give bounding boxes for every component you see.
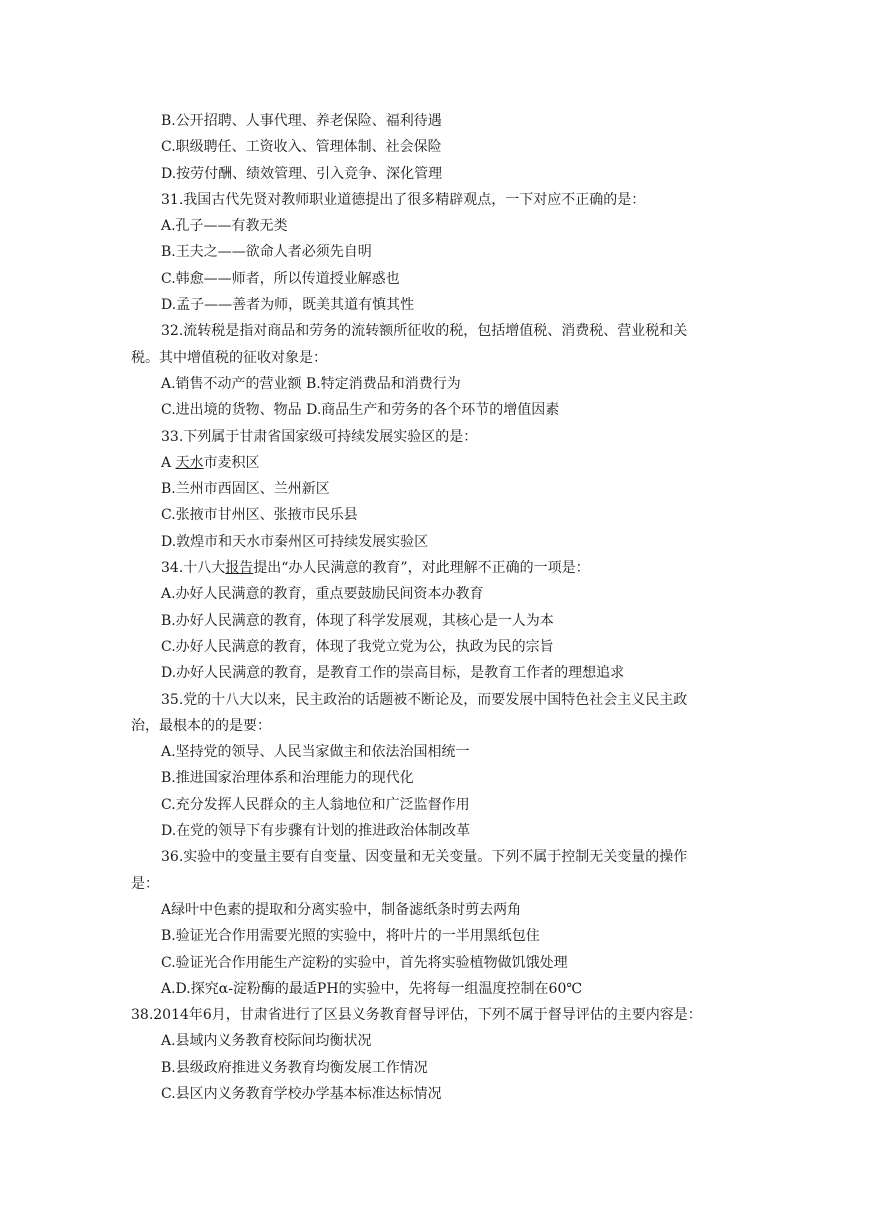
option-line: C.充分发挥人民群众的主人翁地位和广泛监督作用 xyxy=(161,796,470,813)
question-32: 32.流转税是指对商品和劳务的流转额所征收的税，包括增值税、消费税、营业税和关 xyxy=(161,323,688,340)
option-line: D.在党的领导下有步骤有计划的推进政治体制改革 xyxy=(161,823,471,840)
question-33: 33.下列属于甘肃省国家级可持续发展实验区的是： xyxy=(161,428,478,445)
option-line: A.县域内义务教育校际间均衡状况 xyxy=(161,1033,372,1050)
option-line: B.公开招聘、人事代理、养老保险、福利待遇 xyxy=(161,113,442,129)
option-line: C.县区内义务教育学校办学基本标准达标情况 xyxy=(161,1085,442,1102)
question-31: 31.我国古代先贤对教师职业道德提出了很多精辟观点，一下对应不正确的是： xyxy=(161,191,646,208)
option-line: A.D.探究α-淀粉酶的最适PH的实验中，先将每一组温度控制在60℃ xyxy=(161,980,583,997)
option-line: B.兰州市西固区、兰州新区 xyxy=(161,481,330,498)
question-32-continued: 税。其中增值税的征收对象是： xyxy=(131,349,327,366)
option-line: B.验证光合作用需要光照的实验中，将叶片的一半用黑纸包住 xyxy=(161,928,540,945)
option-line: A.办好人民满意的教育，重点要鼓励民间资本办教育 xyxy=(161,586,484,603)
option-line: C.张掖市甘州区、张掖市民乐县 xyxy=(161,507,358,524)
question-prefix: 34.十八大 xyxy=(161,560,226,577)
option-line: B.县级政府推进义务教育均衡发展工作情况 xyxy=(161,1059,428,1076)
option-line: A.坚持党的领导、人民当家做主和依法治国相统一 xyxy=(161,744,470,761)
option-suffix: 市麦积区 xyxy=(203,454,260,471)
option-line: A绿叶中色素的提取和分离实验中，制备滤纸条时剪去两角 xyxy=(161,901,522,918)
option-line: D.办好人民满意的教育，是教育工作的崇高目标，是教育工作者的理想追求 xyxy=(161,665,625,682)
option-line: A.孔子——有教无类 xyxy=(161,218,288,235)
option-line: D.孟子——善者为师，既美其道有慎其性 xyxy=(161,297,415,314)
document-body xyxy=(0,108,869,1107)
option-line xyxy=(0,450,869,476)
question-34 xyxy=(0,555,869,581)
question-36-continued: 是： xyxy=(131,875,159,892)
option-line: C.职级聘任、工资收入、管理体制、社会保险 xyxy=(161,139,442,156)
option-line: B.推进国家治理体系和治理能力的现代化 xyxy=(161,770,414,787)
option-line: A.销售不动产的营业额 B.特定消费品和消费行为 xyxy=(161,375,461,392)
option-line: D.按劳付酬、绩效管理、引入竞争、深化管理 xyxy=(161,165,443,182)
option-line: B.王夫之——欲命人者必须先自明 xyxy=(161,244,372,261)
question-35: 35.党的十八大以来，民主政治的话题被不断论及，而要发展中国特色社会主义民主政 xyxy=(161,691,688,708)
option-prefix: A xyxy=(161,454,176,471)
option-line: C.办好人民满意的教育，体现了我党立党为公，执政为民的宗旨 xyxy=(161,638,554,655)
question-35-continued: 治，最根本的的是要： xyxy=(131,717,271,734)
question-38: 38.2014年6月，甘肃省进行了区县义务教育督导评估，下列不属于督导评估的主要内容是： xyxy=(131,1007,702,1024)
question-suffix: 提出“办人民满意的教育”，对此理解不正确的一项是： xyxy=(253,560,590,577)
underlined-text: 报告 xyxy=(225,560,254,577)
underlined-text: 天水 xyxy=(175,454,204,471)
option-line: C.验证光合作用能生产淀粉的实验中，首先将实验植物做饥饿处理 xyxy=(161,954,568,971)
option-line: B.办好人民满意的教育，体现了科学发展观，其核心是一人为本 xyxy=(161,612,554,629)
option-line: C.进出境的货物、物品 D.商品生产和劳务的各个环节的增值因素 xyxy=(161,402,560,419)
option-line: D.敦煌市和天水市秦州区可持续发展实验区 xyxy=(161,533,429,550)
option-line: C.韩愈——师者，所以传道授业解惑也 xyxy=(161,270,400,287)
question-36: 36.实验中的变量主要有自变量、因变量和无关变量。下列不属于控制无关变量的操作 xyxy=(161,849,688,866)
